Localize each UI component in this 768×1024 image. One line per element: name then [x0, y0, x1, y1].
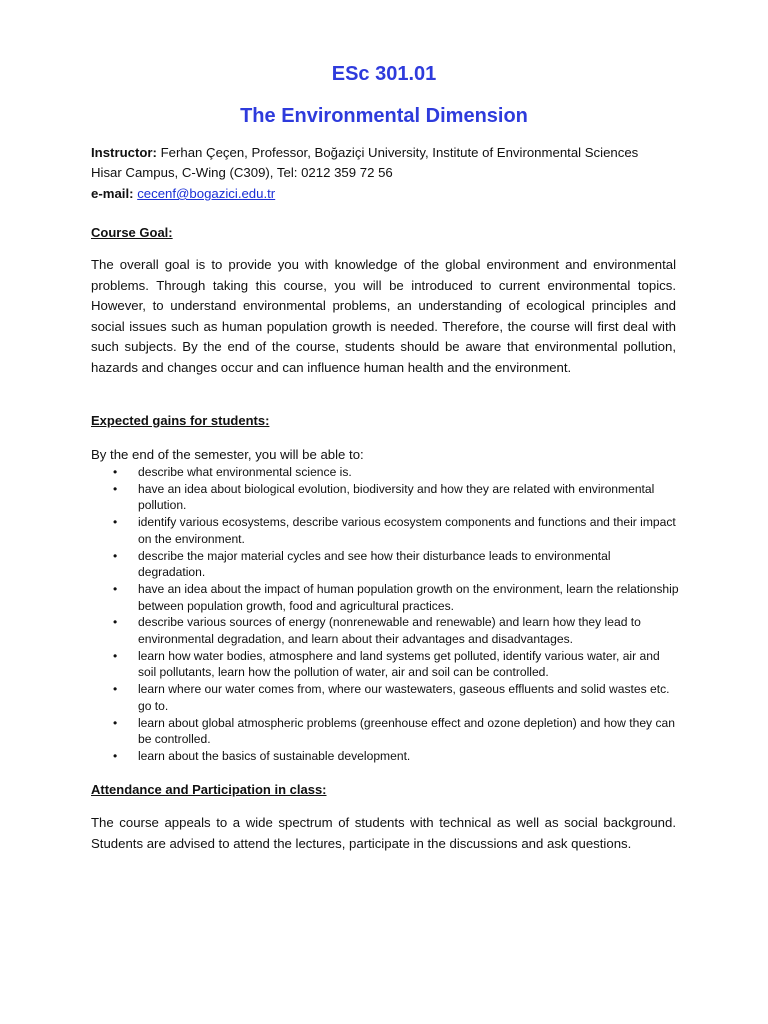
bullet-icon: •: [113, 581, 118, 596]
address-line: Hisar Campus, C-Wing (C309), Tel: 0212 359 72 56: [91, 165, 393, 180]
list-item: [111, 614, 681, 647]
list-item: [111, 715, 681, 748]
course-goal-heading: Course Goal:: [91, 225, 173, 240]
instructor-label: Instructor:: [91, 145, 157, 160]
list-item-text: learn where our water comes from, where our wastewaters, gaseous effluents and solid wastes etc. go to.: [138, 682, 670, 713]
list-item-text: learn about the basics of sustainable development.: [138, 748, 411, 763]
list-item: [111, 514, 681, 547]
list-item-text: describe what environmental science is.: [138, 465, 352, 479]
bullet-icon: •: [113, 615, 118, 630]
attendance-heading: Attendance and Participation in class:: [91, 782, 327, 797]
expected-gains-lead: By the end of the semester, you will be able to:: [91, 447, 364, 462]
list-item-text: learn about global atmospheric problems (greenhouse effect and ozone depletion) and how they can be controlled.: [138, 715, 675, 747]
instructor-line: [91, 143, 681, 163]
list-item: [111, 681, 681, 714]
list-item-text: learn how water bodies, atmosphere and land systems get polluted, identify various water, air and soil pollutants, learn how the pollution of water, air and soil can be controlled.: [138, 648, 660, 680]
bullet-icon: •: [113, 648, 118, 663]
list-item: [111, 748, 681, 765]
bullet-icon: •: [113, 515, 118, 530]
email-line: [91, 184, 681, 204]
email-link[interactable]: cecenf@bogazici.edu.tr: [137, 186, 276, 201]
course-goal-text: The overall goal is to provide you with knowledge of the global environment and environmental problems. Through taking this course, you will be introduced to current environmental topics. However, to understand environmental problems, an understanding of ecological principles and social issues such as human population growth is needed. Therefore, the course will first deal with such subjects. By the end of the course, students should be aware that environmental pollution, hazards and changes occur and can influence human health and the environment.: [91, 257, 676, 375]
expected-gains-list: [111, 464, 681, 765]
bullet-icon: •: [113, 748, 118, 763]
list-item-text: have an idea about the impact of human population growth on the environment, learn the relationship between population growth, food and agricultural practices.: [138, 581, 679, 613]
expected-gains-heading: Expected gains for students:: [91, 413, 270, 428]
list-item-text: identify various ecosystems, describe various ecosystem components and functions and their impact on the environment.: [138, 515, 676, 546]
list-item-text: have an idea about biological evolution, biodiversity and how they are related with environmental pollution.: [138, 481, 655, 513]
list-item: [111, 581, 681, 614]
bullet-icon: •: [113, 481, 118, 496]
bullet-icon: •: [113, 465, 118, 479]
bullet-icon: •: [113, 715, 118, 730]
attendance-text: The course appeals to a wide spectrum of students with technical as well as social background. Students are advised to attend the lectures, participate in the discussions and ask questions.: [91, 815, 676, 851]
instructor-text: Ferhan Çeçen, Professor, Boğaziçi University, Institute of Environmental Sciences: [160, 145, 639, 160]
list-item: [111, 648, 681, 681]
list-item-text: describe the major material cycles and see how their disturbance leads to environmental degradation.: [138, 548, 611, 580]
list-item: [111, 481, 681, 514]
list-item: [111, 548, 681, 581]
bullet-icon: •: [113, 548, 118, 563]
course-code: ESc 301.01: [331, 63, 437, 85]
list-item: [111, 464, 681, 481]
bullet-icon: •: [113, 682, 118, 697]
list-item-text: describe various sources of energy (nonrenewable and renewable) and learn how they lead to environmental degradation, and learn about their advantages and disadvantages.: [138, 615, 641, 647]
email-label: e-mail:: [91, 186, 134, 201]
course-title: The Environmental Dimension: [240, 105, 528, 127]
